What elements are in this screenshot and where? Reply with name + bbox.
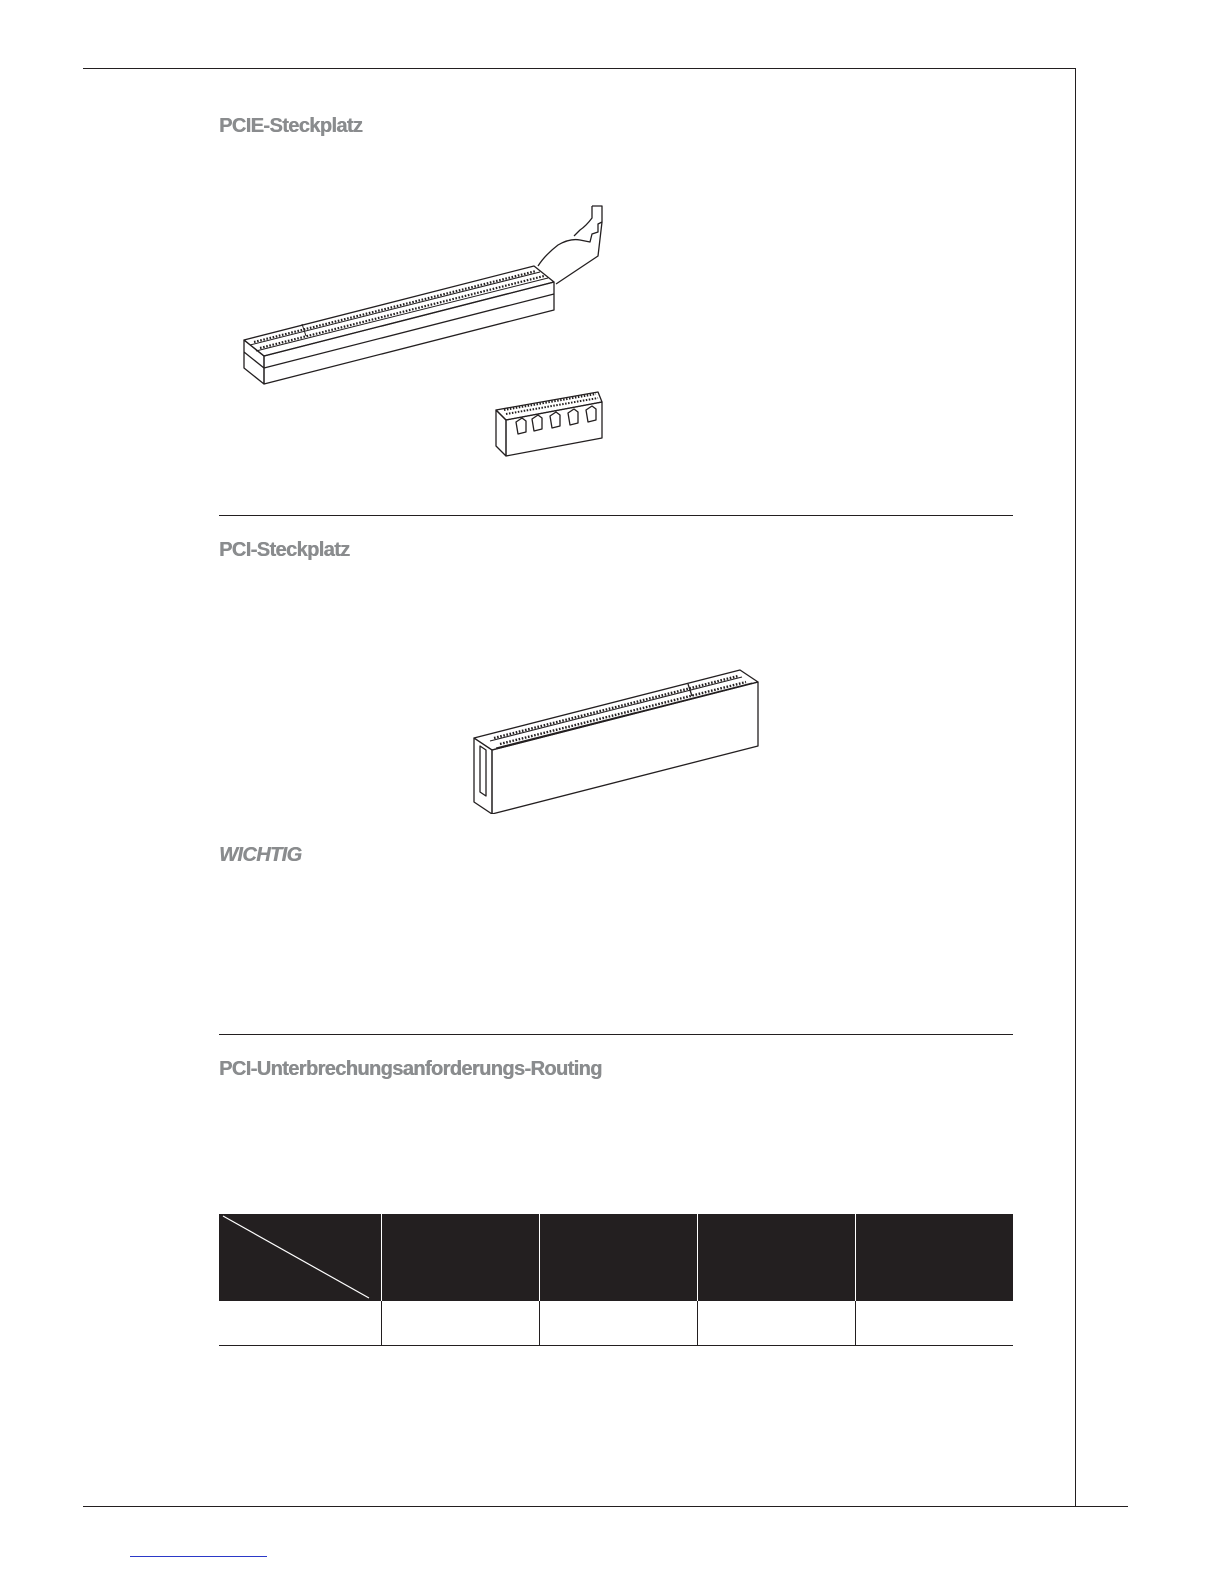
pcie-section-title: PCIE-Steckplatz	[219, 115, 363, 137]
irq-table-corner-cell	[219, 1214, 381, 1301]
footer-link-underline[interactable]	[130, 1556, 267, 1557]
top-rule	[83, 68, 1076, 69]
section-divider-2	[219, 1034, 1013, 1035]
table-row	[219, 1301, 1013, 1346]
irq-routing-title: PCI-Unterbrechungsanforderungs-Routing	[219, 1058, 602, 1080]
important-note-title: WICHTIG	[219, 844, 302, 866]
pci-slot-figure	[470, 668, 762, 814]
section-divider-1	[219, 515, 1013, 516]
pcie-x16-slot-figure	[240, 200, 620, 390]
irq-routing-table	[219, 1214, 1013, 1346]
irq-table-cell	[539, 1301, 697, 1346]
irq-table-cell	[855, 1301, 1013, 1346]
irq-table-header-cell	[855, 1214, 1013, 1301]
irq-table-header-cell	[381, 1214, 539, 1301]
pcie-x1-slot-figure	[492, 388, 604, 460]
irq-table-header-cell	[539, 1214, 697, 1301]
irq-table-cell	[381, 1301, 539, 1346]
diagonal-divider	[219, 1214, 380, 1301]
pci-section-title: PCI-Steckplatz	[219, 539, 350, 561]
irq-table-cell	[219, 1301, 381, 1346]
irq-table-header-cell	[697, 1214, 855, 1301]
bottom-rule	[83, 1506, 1128, 1507]
irq-table-header-row	[219, 1214, 1013, 1301]
right-rule	[1075, 68, 1076, 1506]
irq-table-cell	[697, 1301, 855, 1346]
